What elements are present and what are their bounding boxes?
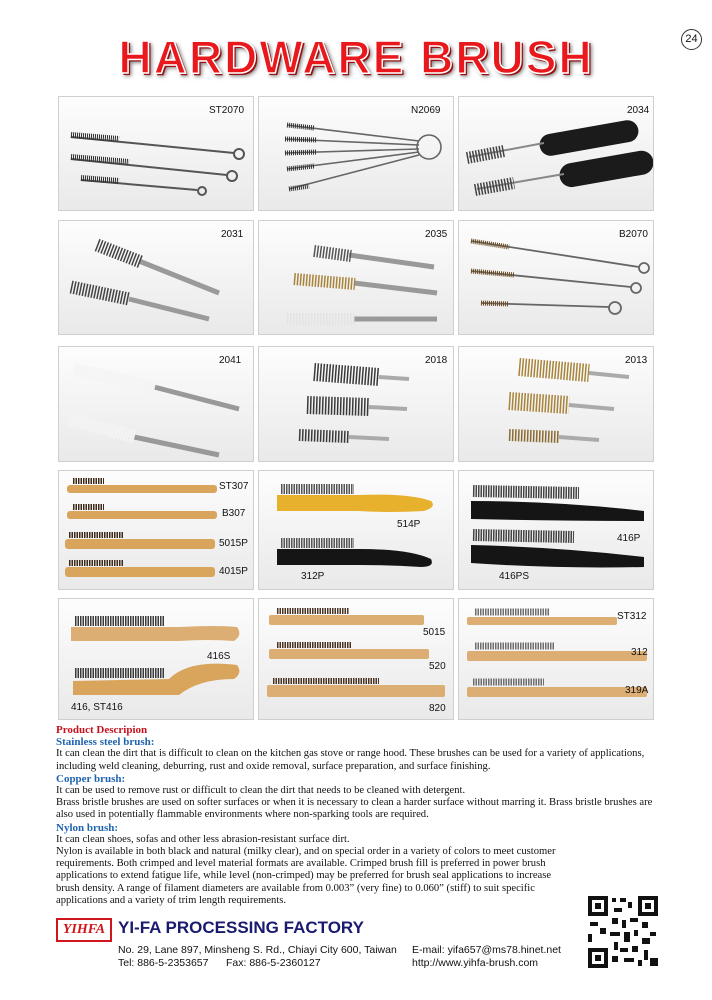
flat-wood-brushes-image [259, 599, 454, 720]
product-card-2013 [458, 346, 654, 462]
product-label: 2034 [627, 105, 650, 116]
company-logo: YIHFA [56, 918, 112, 942]
product-label: 319A [625, 685, 649, 696]
product-card-2041 [58, 346, 254, 462]
product-card-416s [58, 598, 254, 720]
copper-text-1: It can be used to remove rust or difficult to clean the dirt that needs to be cleaned with detergent. [56, 785, 466, 797]
plastic-handle-brushes-image [259, 471, 454, 590]
product-card-2018 [258, 346, 454, 462]
product-card-2031 [58, 220, 254, 335]
product-label: ST2070 [209, 105, 245, 116]
company-tel: Tel: 886-5-2353657 [118, 957, 209, 969]
product-label: 416PS [499, 571, 530, 582]
product-label: 5015P [219, 538, 248, 549]
product-card-2035 [258, 220, 454, 335]
product-label: 312 [631, 647, 648, 658]
product-label: B2070 [619, 229, 648, 240]
product-label: ST312 [617, 611, 647, 622]
stainless-title: Stainless steel brush: [56, 736, 155, 749]
black-handle-brushes-image [459, 471, 654, 590]
product-label: N2069 [411, 105, 441, 116]
product-card-b2070 [458, 220, 654, 335]
product-label: 4015P [219, 566, 248, 577]
product-label: ST307 [219, 481, 249, 492]
product-description [56, 724, 656, 907]
product-card-long-wood [458, 598, 654, 720]
product-label: 820 [429, 703, 446, 714]
product-card-2034 [458, 96, 654, 211]
product-card-plastic-brushes [258, 470, 454, 590]
product-label: 2035 [425, 229, 448, 240]
company-website[interactable] [412, 957, 538, 969]
company-name: YI-FA PROCESSING FACTORY [118, 918, 364, 937]
company-address: No. 29, Lane 897, Minsheng S. Rd., Chiayi City 600, Taiwan [118, 944, 397, 956]
company-fax: Fax: 886-5-2360127 [226, 957, 321, 969]
product-card-wood-brushes [58, 470, 254, 590]
email-link[interactable]: E-mail: yifa657@ms78.hinet.net [412, 944, 561, 956]
copper-title: Copper brush: [56, 772, 126, 785]
product-label: 5015 [423, 627, 446, 638]
nylon-text-2: Nylon is available in both black and natural (milky clear), and on special order in a variety of colors to meet customer requirements. Both crimped and level material formats are available. Crimped brush fill is preferred in power brush applications to extend fatigue life, while level (non-crimped) may be preferred for brush seal applications to increase brush density. A range of filament diameters are available from 0.003” (very fine) to 0.060” (stiff) to suit specific applications and a variety of trim length requirements. [56, 846, 556, 906]
nylon-title: Nylon brush: [56, 821, 119, 834]
product-label: 416S [207, 651, 231, 662]
product-label: 2041 [219, 355, 242, 366]
product-card-st2070 [58, 96, 254, 211]
product-card-flat-wood [258, 598, 454, 720]
product-label: 514P [397, 519, 421, 530]
product-label: 312P [301, 571, 325, 582]
nylon-text-1: It can clean shoes, sofas and other less abrasion-resistant surface dirt. [56, 833, 350, 845]
description-heading: Product Descripion [56, 724, 148, 736]
product-label: 416P [617, 533, 641, 544]
handled-tube-brushes-image [459, 97, 654, 211]
page-number: 24 [681, 29, 702, 50]
company-email[interactable] [412, 944, 561, 956]
qr-code-icon [584, 892, 662, 972]
product-grid [58, 96, 662, 720]
page-title: HARDWARE BRUSH [118, 31, 594, 83]
product-label: B307 [222, 508, 246, 519]
product-label: 416, ST416 [71, 702, 123, 713]
copper-text-2: Brass bristle brushes are used on softer surfaces or when it is necessary to clean a harder surface without marring it. Brass bristle brushes are also used in potentially flammable environments where non-sparking tools are required. [56, 797, 653, 821]
product-card-n2069 [258, 96, 454, 211]
product-label: 2013 [625, 355, 648, 366]
stainless-text: It can clean the dirt that is difficult to clean on the kitchen gas stove or range hood. These brushes can be used for a variety of applications, including weld cleaning, deburring, rust and oxide removal, surface preparation, and surface finishing. [56, 748, 645, 772]
product-label: 520 [429, 661, 446, 672]
website-link[interactable]: http://www.yihfa-brush.com [412, 957, 539, 969]
product-card-black-brushes [458, 470, 654, 590]
product-label: 2018 [425, 355, 448, 366]
product-label: 2031 [221, 229, 244, 240]
